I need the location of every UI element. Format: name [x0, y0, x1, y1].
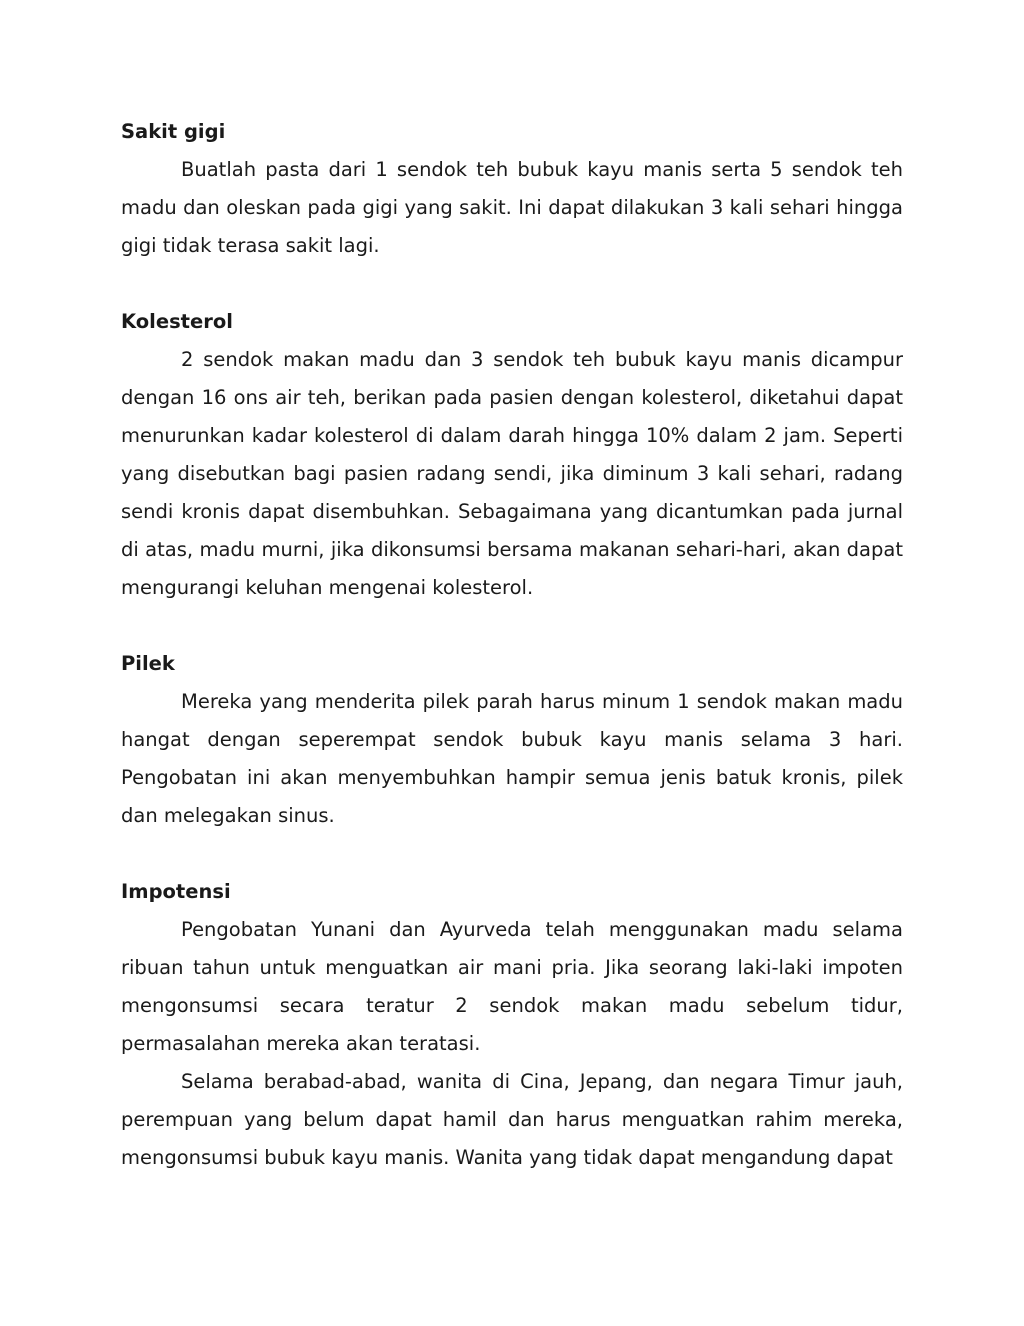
- paragraph: Mereka yang menderita pilek parah harus minum 1 sendok makan madu hangat dengan seperempat sendok bubuk kayu manis selama 3 hari. Pengobatan ini akan menyembuhkan hampir semua jenis batuk kronis, pilek dan melegakan sinus.: [121, 690, 903, 827]
- section-heading: Sakit gigi: [121, 120, 226, 143]
- section-heading: Impotensi: [121, 880, 231, 903]
- paragraph: 2 sendok makan madu dan 3 sendok teh bubuk kayu manis dicampur dengan 16 ons air teh, berikan pada pasien dengan kolesterol, diketahui dapat menurunkan kadar kolesterol di dalam darah hingga 10% dalam 2 jam. Seperti yang disebutkan bagi pasien radang sendi, jika diminum 3 kali sehari, radang sendi kronis dapat disembuhkan. Sebagaimana yang dicantumkan pada jurnal di atas, madu murni, jika dikonsumsi bersama makanan sehari-hari, akan dapat mengurangi keluhan mengenai kolesterol.: [121, 348, 903, 599]
- section-heading: Kolesterol: [121, 310, 233, 333]
- paragraph: Pengobatan Yunani dan Ayurveda telah menggunakan madu selama ribuan tahun untuk menguatkan air mani pria. Jika seorang laki-laki impoten mengonsumsi secara teratur 2 sendok makan madu sebelum tidur, permasalahan mereka akan teratasi.: [121, 918, 903, 1055]
- section-kolesterol: [121, 303, 903, 607]
- section-heading: Pilek: [121, 652, 175, 675]
- section-impotensi: [121, 873, 903, 1177]
- paragraph: Selama berabad-abad, wanita di Cina, Jepang, dan negara Timur jauh, perempuan yang belum dapat hamil dan harus menguatkan rahim mereka, mengonsumsi bubuk kayu manis. Wanita yang tidak dapat mengandung dapat: [121, 1070, 903, 1169]
- paragraph: Buatlah pasta dari 1 sendok teh bubuk kayu manis serta 5 sendok teh madu dan oleskan pada gigi yang sakit. Ini dapat dilakukan 3 kali sehari hingga gigi tidak terasa sakit lagi.: [121, 158, 903, 257]
- section-pilek: [121, 645, 903, 835]
- section-sakit-gigi: [121, 113, 903, 265]
